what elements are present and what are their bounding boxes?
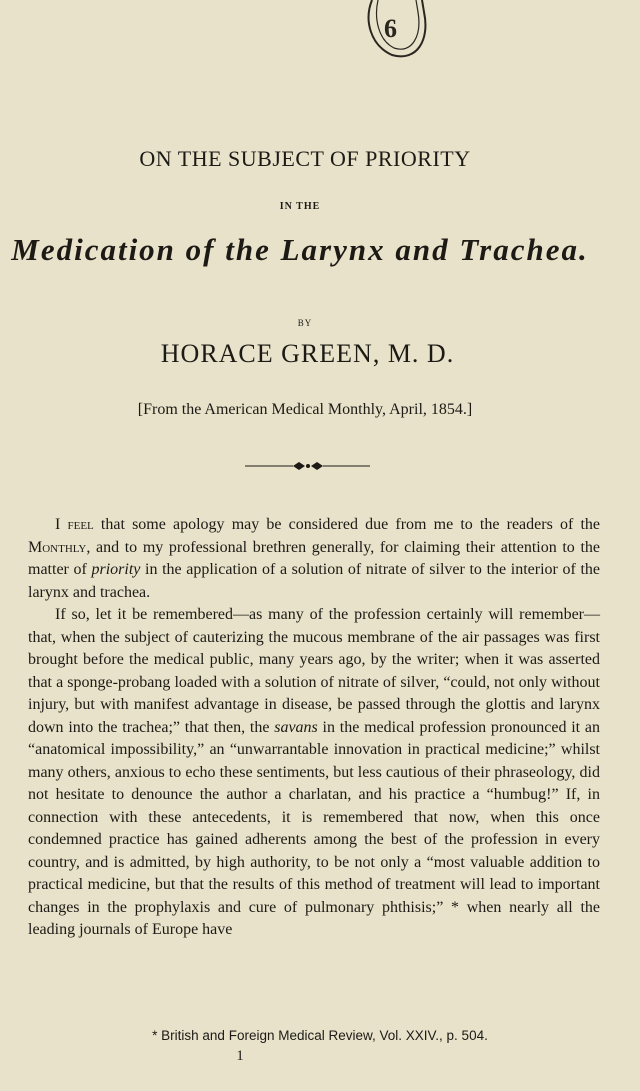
- document-subject: Medication of the Larynx and Trachea.: [11, 232, 589, 267]
- library-stamp-icon: [362, 0, 432, 60]
- paragraph: If so, let it be remembered—as many of the profession certainly will remember—that, when the subject of cauterizing the mucous membrane of the air passages was first brought before the medical public, many years ago, by the writer; when it was asserted that a sponge-probang loaded with a solution of nitrate of silver, “could, not only without injury, but with manifest advantage in disease, be passed through the glottis and larynx down into the trachea;” that then, the savans in the medical profession pronounced it an “anatomical impossibility,” an “unwarrantable innovation in practical medicine;” whilst many others, anxious to echo these sentiments, but less cautious of their phraseology, did not hesitate to denounce the author a charlatan, and his practice a “humbug!” If, in connection with these antecedents, it is remembered that now, when this once condemned practice has gained adherents among the best of the profession in every country, and is admitted, by high authority, to be not only a “most valuable addition to practical medicine, but that the results of this method of treatment will lead to important changes in the prophylaxis and cure of pulmonary phthisis;” * when nearly all the leading journals of Europe have: [28, 606, 601, 938]
- document-title: ON THE SUBJECT OF PRIORITY: [139, 146, 471, 171]
- source-citation: [From the American Medical Monthly, April, 1854.]: [137, 401, 473, 418]
- emphasis: priority: [91, 561, 141, 578]
- byline-label: BY: [297, 318, 313, 328]
- paragraph: I feel that some apology may be considered due from me to the readers of the Monthly, and to my professional brethren generally, for claiming their attention to the matter of priority in the application of a solution of nitrate of silver to the interior of the larynx and trachea.: [28, 516, 600, 601]
- emphasis: savans: [274, 718, 318, 736]
- stamp-number: 6: [384, 14, 397, 43]
- paragraph-lead: I feel: [55, 516, 94, 533]
- title-connector: IN THE: [279, 201, 321, 212]
- ornamental-divider: [245, 458, 370, 474]
- body-text: [28, 514, 600, 942]
- journal-name: Monthly: [28, 538, 87, 556]
- page-number: 1: [236, 1048, 244, 1064]
- author-name: HORACE GREEN, M. D.: [160, 339, 455, 368]
- footnote: * British and Foreign Medical Review, Vol. XXIV., p. 504.: [152, 1028, 488, 1043]
